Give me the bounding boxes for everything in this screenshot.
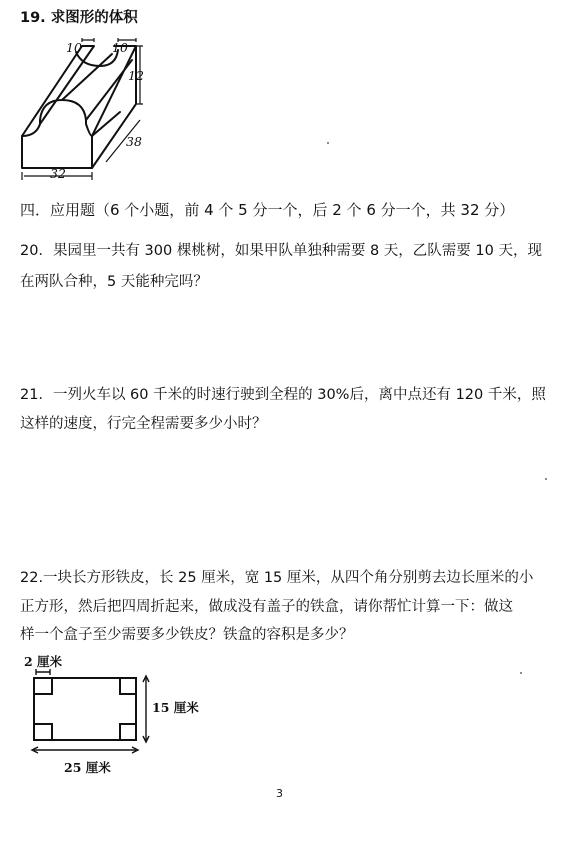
page-number: 3 [276,787,283,800]
q22-corner-label: 2 厘米 [24,654,63,669]
scan-speck [545,478,547,480]
q19-label-top-right: 10 [112,40,128,55]
q19-title: 19. 求图形的体积 [20,10,138,26]
q20-line2: 在两队合种，5 天能种完吗？ [20,274,208,290]
q22-line1: 22.一块长方形铁皮，长 25 厘米，宽 15 厘米，从四个角分别剪去边长厘米的小 [20,570,534,586]
scan-speck [520,672,522,674]
q22-width-label: 15 厘米 [152,700,199,715]
q22-length-label: 25 厘米 [64,760,111,775]
q19-label-width: 32 [50,166,66,181]
section4-heading: 四．应用题（6 个小题，前 4 个 5 分一个，后 2 个 6 分一个，共 32 分） [20,201,515,219]
q22-line3: 样一个盒子至少需要多少铁皮？铁盒的容积是多少？ [20,627,354,643]
q21-line1: 21．一列火车以 60 千米的时速行驶到全程的 30%后，离中点还有 120 千米，照 [20,387,546,403]
q22-line2: 正方形，然后把四周折起来，做成没有盖子的铁盒，请你帮忙计算一下：做这 [20,599,513,615]
q19-label-depth: 38 [126,134,142,149]
scan-speck [327,142,329,144]
q19-label-top-left: 10 [66,40,82,55]
q19-label-height: 12 [128,68,144,83]
q21-line2: 这样的速度，行完全程需要多少小时？ [20,416,267,432]
q20-line1: 20．果园里一共有 300 棵桃树，如果甲队单独种需要 8 天，乙队需要 10 天，现 [20,243,542,259]
